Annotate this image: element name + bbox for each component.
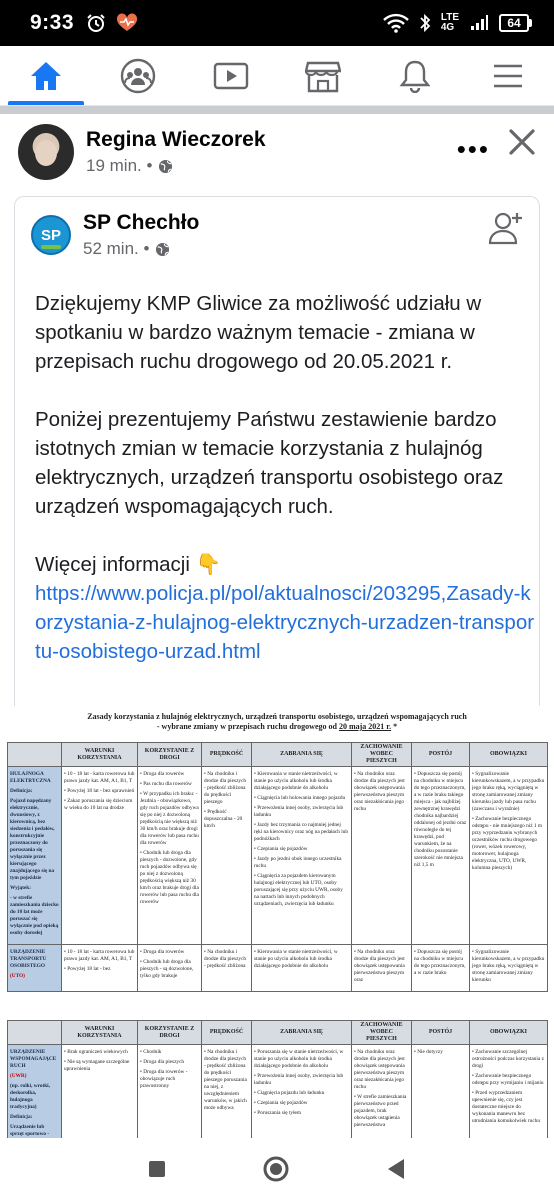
feed-divider — [0, 106, 554, 114]
globe-icon — [158, 159, 173, 174]
globe-icon — [155, 242, 170, 257]
cell-text: • Dopuszcza się postój na chodniku w miejscu do tego przeznaczonym, a w razie braku — [414, 949, 467, 977]
cell-text: • Na chodniku oraz drodze dla pieszych jest obowiązek ustępowania pierwszeństwa pieszym oraz niezakłócania jego ruchu — [354, 771, 409, 813]
status-bar — [0, 0, 554, 46]
cell-text: • Na chodniku i drodze dla pieszych - prędkość zbliżona do prędkości pieszego poruszania na niej, z uwzględnieniem warunków, w jakich może odbywa — [204, 1049, 249, 1112]
cell-text: • Kierowania w stanie nietrzeźwości, w stanie po użyciu alkoholu lub środka działającego podobnie do alkoholu — [254, 771, 349, 792]
table-header: KORZYSTANIE Z DROGI — [138, 1021, 202, 1045]
table-cell — [138, 767, 202, 945]
bell-icon — [399, 59, 431, 93]
table-cell — [470, 767, 548, 945]
cell-text: • W przypadku ich braku: - Jezdnia - obowiązkowo, gdy ruch pojazdów odbywa się po niej z dozwoloną prędkością nie większą niż 30 km/h oraz brakuje drogi dla rowerów lub pasa ruchu dla rowerów — [140, 791, 199, 847]
page-avatar[interactable]: SP — [31, 215, 71, 255]
rules-table — [7, 742, 548, 992]
cell-text: • Chodnik lub droga dla pieszych - są dozwolone, tylko gdy brakuje — [140, 959, 199, 980]
table-header: OBOWIĄZKI — [470, 743, 548, 767]
cell-text: • Przewożenia innej osoby, zwierzęcia lub ładunku — [254, 805, 349, 819]
marketplace-icon — [305, 59, 341, 93]
post-paragraph: Dziękujemy KMP Gliwice za możliwość udziału w spotkaniu w bardzo ważnym temacie - zmiana w przepisach ruchu drogowego od 20.05.2021 r. — [35, 292, 482, 373]
cell-text: • Kierowania w stanie nietrzeźwości, w stanie po użyciu alkoholu lub środka działającego podobnie do alkoholu — [254, 949, 349, 970]
recent-apps-icon[interactable] — [148, 1160, 166, 1178]
cell-text: • Sygnalizowanie kierunkowskazem, a w przypadku jego braku ręką, wyciągniętą w stronę zamiarowanej zmiany kierunku jazdy lub pasa ruchu (zawczasu i wyraźnie) — [472, 771, 545, 813]
cell-text: • Na chodniku i drodze dla pieszych - prędkość zbliżona — [204, 949, 249, 970]
wifi-icon — [383, 13, 409, 33]
table-header: PRĘDKOŚĆ — [202, 1021, 252, 1045]
cell-text: • Czepiania się pojazdów — [254, 846, 349, 853]
category-cell — [8, 767, 62, 945]
category-line: Pojazd napędzany elektrycznie, dwuosiowy, z kierownicą, bez siedzenia i pedałów, konstrukcyjnie przeznaczony do poruszania się wyłącznie przez kierującego znajdującego się na tym pojeździe — [10, 798, 55, 881]
category-name: URZĄDZENIE WSPOMAGAJĄCE RUCH — [10, 1049, 57, 1069]
table-header — [8, 743, 62, 767]
table-header: POSTÓJ — [412, 1021, 470, 1045]
rules-document-image-1[interactable] — [4, 712, 550, 983]
more-options-icon[interactable]: ••• — [456, 134, 490, 164]
cell-text: • Poruszania się w stanie nietrzeźwości, w stanie po użyciu alkoholu lub środka działającego podobnie do alkoholu — [254, 1049, 349, 1070]
lte-indicator: LTE 4G — [440, 12, 459, 33]
post-text — [35, 289, 535, 666]
cell-text: • Ciągnięcia za pojazdem kierowanym hulajnogi elektrycznej lub UTO, osoby poruszającej się przy użyciu UWR, osoby na nartach lub innych podobnych urządzeniach, zwierzęcia lub ładunku — [254, 873, 349, 908]
table-cell — [202, 767, 252, 945]
category-name: HULAJNOGA ELEKTRYCZNA — [10, 771, 51, 784]
cell-text: • Prędkość dopuszczalna - 20 km/h — [204, 809, 249, 830]
category-code: (UTO) — [10, 973, 25, 979]
cell-text: • Zakaz poruszania się dzieciom w wieku do 10 lat na drodze — [64, 798, 135, 812]
tab-menu[interactable] — [462, 46, 554, 105]
table-header: WARUNKI KORZYSTANIA — [62, 743, 138, 767]
cell-text: • Chodnik lub droga dla pieszych - dozwolone, gdy ruch pojazdów odbywa się po niej z dozwoloną prędkością większą niż 30 km/h oraz brakuje drogi dla rowerów lub pasa ruchu dla rowerów — [140, 850, 199, 906]
cell-text: • Przewożenia innej osoby, zwierzęcia lub ładunku — [254, 1073, 349, 1087]
category-cell — [8, 945, 62, 992]
status-time: 9:33 — [30, 11, 75, 34]
cell-text: • Zachowanie bezpiecznego odstępu przy wymijaniu i mijaniu — [472, 1073, 545, 1087]
tab-marketplace[interactable] — [277, 46, 369, 105]
post-header — [0, 114, 554, 190]
add-friend-icon[interactable] — [487, 209, 525, 247]
category-line: Wyjątek: — [10, 885, 31, 891]
cell-text: • Droga dla rowerów — [140, 771, 199, 778]
category-code: (UWR) — [10, 1073, 27, 1079]
back-icon[interactable] — [386, 1158, 406, 1180]
policja-link[interactable]: https://www.policja.pl/pol/aktualnosci/203295,Zasady-korzystania-z-hulajnog-elektrycznych-urzadzen-transportu-osobistego-urzad.html — [35, 582, 535, 663]
cell-text: • Na chodniku oraz drodze dla pieszych jest obowiązek ustępowania pierwszeństwa pieszym oraz niezakłócania jego ruchu — [354, 1049, 409, 1091]
table-cell — [412, 767, 470, 945]
cell-text: • Pas ruchu dla rowerów — [140, 781, 199, 788]
cell-text: • Zachowanie szczególnej ostrożności podczas korzystania z drogi — [472, 1049, 545, 1070]
tab-watch[interactable] — [185, 46, 277, 105]
table-cell — [62, 945, 138, 992]
cell-text: • 10 - 18 lat - karta rowerowa lub prawo jazdy kat. AM, A1, B1, T — [64, 771, 135, 785]
table-cell — [470, 945, 548, 992]
cell-text: • Sygnalizowanie kierunkowskazem, a w przypadku jego braku ręką, wyciągniętą w stronę zamiarowanej zmiany kierunku — [472, 949, 545, 984]
table-cell — [352, 767, 412, 945]
tab-groups[interactable] — [92, 46, 184, 105]
cell-text: • Dopuszcza się postój na chodniku w miejscu do tego przeznaczonym, a w razie braku takiego miejsca - jak najbliżej zewnętrznej krawędzi chodnika najbardziej oddalonej od jezdni oraz równolegle do tej krawędzi, pod warunkiem, że na chodniku pozostanie szerokość nie mniejsza niż 1,5 m — [414, 771, 467, 869]
author-name[interactable]: Regina Wieczorek — [86, 128, 266, 151]
more-info-label: Więcej informacji 👇 — [35, 553, 222, 576]
table-header — [8, 1021, 62, 1045]
category-line: Urządzenie lub sprzęt sportowo - — [10, 1124, 50, 1137]
cell-text: • Powyżej 18 lat - bez — [64, 966, 135, 973]
menu-icon — [492, 63, 524, 89]
cell-text: • Zachowanie bezpiecznego odstępu - nie mniejszego niż 1 m przy wyprzedzaniu wybranych uczestników ruchu drogowego (rower, wózek rowerowy, motorower, hulajnoga elektryczna, UTO, UWR, kolumna pieszych) — [472, 816, 545, 872]
author-avatar[interactable] — [18, 124, 74, 180]
cell-text: • Chodnik — [140, 1049, 199, 1056]
category-line: Definicja: — [10, 788, 33, 794]
table-header: ZABRANIA SIĘ — [252, 743, 352, 767]
table-header: ZABRANIA SIĘ — [252, 1021, 352, 1045]
signal-icon — [469, 14, 489, 32]
home-icon — [29, 60, 63, 92]
table-cell — [62, 767, 138, 945]
battery-icon: 64 — [499, 14, 532, 32]
home-button-icon[interactable] — [262, 1155, 290, 1183]
table-cell — [252, 945, 352, 992]
document-title: Zasady korzystania z hulajnóg elektrycznych, urządzeń transportu osobistego, urządzeń wspomagających ruch - wybrane zmiany w przepisach ruchu drogowego od 20 maja 2021 r. * — [87, 712, 467, 731]
category-line: - w strefie zamieszkania dziecko do 10 lat może poruszać się wyłącznie pod opieką osoby dorosłej — [10, 895, 59, 936]
cell-text: • Na chodniku i drodze dla pieszych - prędkość zbliżona do prędkości pieszego — [204, 771, 249, 806]
cell-text: • Droga dla pieszych — [140, 1059, 199, 1066]
groups-icon — [120, 58, 156, 94]
health-heart-icon — [116, 13, 138, 33]
category-name: URZĄDZENIE TRANSPORTU OSOBISTEGO — [10, 949, 47, 969]
close-icon[interactable] — [502, 122, 542, 162]
category-line: Definicja: — [10, 1114, 33, 1120]
cell-text: • Poruszania się tyłem — [254, 1110, 349, 1117]
cell-text: • Droga dla rowerów - obowiązuje ruch prawostronny — [140, 1069, 199, 1090]
cell-text: • Brak ograniczeń wiekowych — [64, 1049, 135, 1056]
cell-text: • 10 - 18 lat - karta rowerowa lub prawo jazdy kat. AM, A1, B1, T — [64, 949, 135, 963]
video-icon — [213, 61, 249, 91]
android-navigation-bar — [0, 1138, 554, 1200]
facebook-tab-bar — [0, 46, 554, 106]
table-row — [8, 767, 548, 945]
bluetooth-icon — [419, 13, 431, 33]
table-cell — [138, 945, 202, 992]
cell-text: • Jazdy po jezdni obok innego uczestnika ruchu — [254, 856, 349, 870]
rules-document-image-2[interactable] — [4, 1020, 550, 1137]
page-name[interactable]: SP Chechło — [83, 211, 200, 234]
cell-text: • Droga dla rowerów — [140, 949, 199, 956]
table-cell — [352, 945, 412, 992]
table-header: POSTÓJ — [412, 743, 470, 767]
table-cell — [412, 945, 470, 992]
shared-post-time[interactable]: 52 min. • — [83, 239, 150, 258]
table-header: ZACHOWANIE WOBEC PIESZYCH — [352, 743, 412, 767]
cell-text: • Powyżej 18 lat - bez uprawnień — [64, 788, 135, 795]
tab-notifications[interactable] — [369, 46, 461, 105]
table-header: OBOWIĄZKI — [470, 1021, 548, 1045]
table-cell — [202, 945, 252, 992]
cell-text: • Jazdy bez trzymania co najmniej jednej ręki na kierownicy oraz nóg na pedałach lub podnóżkach — [254, 822, 349, 843]
table-header: KORZYSTANIE Z DROGI — [138, 743, 202, 767]
table-cell — [252, 767, 352, 945]
cell-text: • Czepiania się pojazdów — [254, 1100, 349, 1107]
post-time[interactable]: 19 min. • — [86, 156, 153, 175]
category-line: (np. rolki, wrotki, deskorolka, hulajnoga tradycyjna) — [10, 1083, 50, 1110]
tab-home[interactable] — [0, 46, 92, 105]
post-paragraph: Poniżej prezentujemy Państwu zestawienie bardzo istotnych zmian w temacie korzystania z hulajnóg elektrycznych, urządzeń transportu osobistego oraz urządzeń wspomagających ruch. — [35, 408, 504, 518]
table-header: ZACHOWANIE WOBEC PIESZYCH — [352, 1021, 412, 1045]
table-header: WARUNKI KORZYSTANIA — [62, 1021, 138, 1045]
shared-post-card — [14, 196, 540, 706]
alarm-icon — [86, 13, 106, 33]
cell-text: • Ciągnięcia lub holowania innego pojazdu — [254, 795, 349, 802]
cell-text: • Na chodniku oraz drodze dla pieszych jest obowiązek ustępowania pierwszeństwa pieszym oraz — [354, 949, 409, 984]
cell-text: • W strefie zamieszkania pierwszeństwo przed pojazdem, brak obowiązek ustąpienia pierwszeństwa — [354, 1094, 409, 1129]
cell-text: • Ciągnięcia pojazdu lub ładunku — [254, 1090, 349, 1097]
cell-text: • Przed wyprzedzaniem upewnienie się, czy jest dostateczne miejsce do wykonania manewru bez utrudniania komukolwiek ruchu — [472, 1090, 545, 1125]
table-header: PRĘDKOŚĆ — [202, 743, 252, 767]
table-row — [8, 945, 548, 992]
cell-text: • Nie są wymagane szczególne uprawnienia — [64, 1059, 135, 1073]
cell-text: • Nie dotyczy — [414, 1049, 467, 1056]
